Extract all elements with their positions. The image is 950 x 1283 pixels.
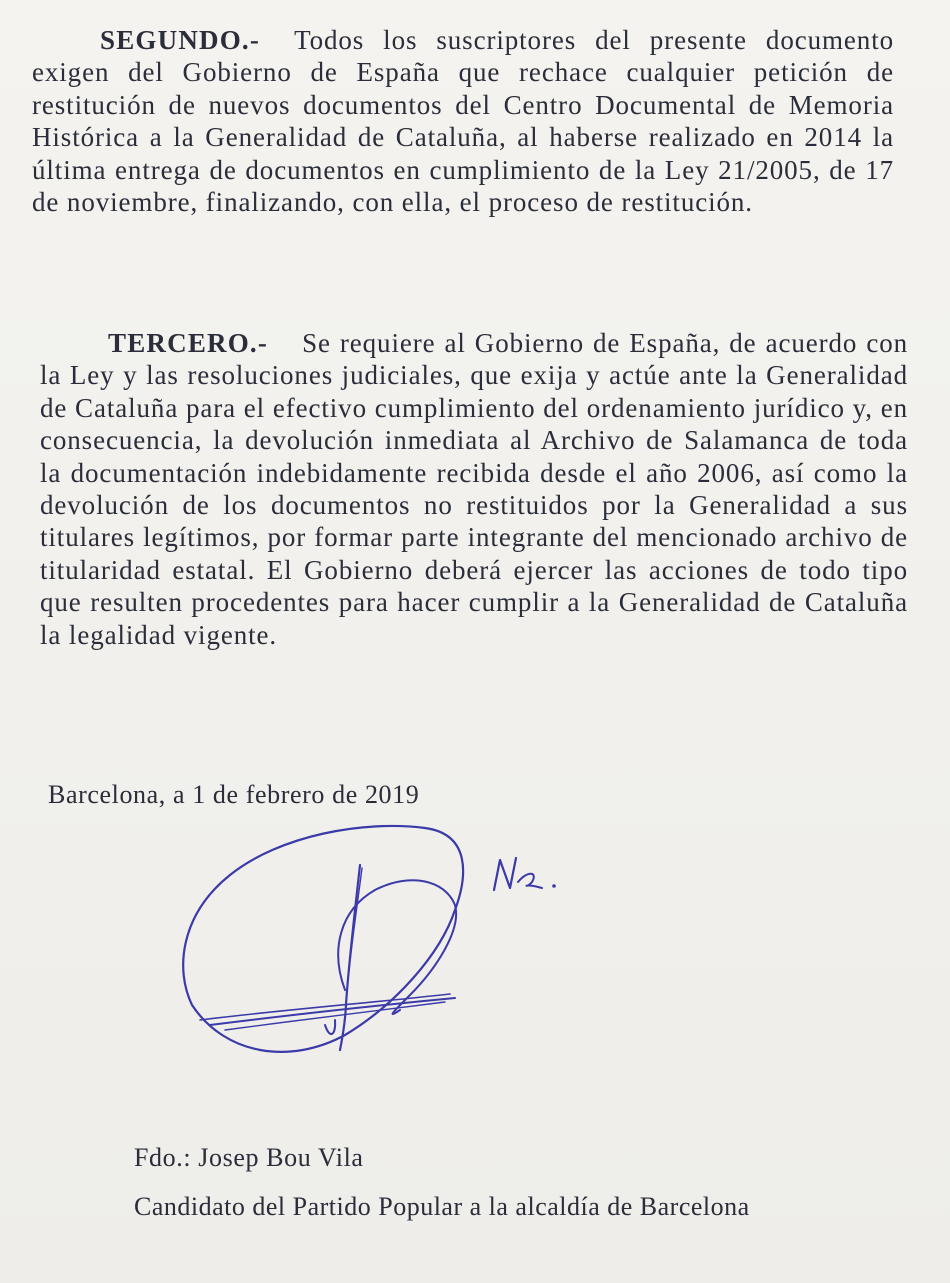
paragraph-tercero bbox=[40, 327, 908, 651]
handwritten-signature bbox=[170, 820, 590, 1070]
heading-tercero: TERCERO.- bbox=[108, 328, 269, 358]
heading-segundo: SEGUNDO.- bbox=[100, 25, 261, 55]
dateline: Barcelona, a 1 de febrero de 2019 bbox=[48, 780, 420, 809]
paragraph-segundo-text: Todos los suscriptores del presente documento exigen del Gobierno de España que rechace cualquier petición de restitución de nuevos documentos del Centro Documental de Memoria Histórica a la Generalidad de Cataluña, al haberse realizado en 2014 la última entrega de documentos en cumplimiento de la Ley 21/2005, de 17 de noviembre, finalizando, con ella, el proceso de restitución. bbox=[32, 25, 894, 218]
paragraph-tercero-text: Se requiere al Gobierno de España, de acuerdo con la Ley y las resoluciones judiciales, que exija y actúe ante la Generalidad de Cataluña para el efectivo cumplimiento del ordenamiento jurídico y, en consecuencia, la devolución inmediata al Archivo de Salamanca de toda la documentación indebidamente recibida desde el año 2006, así como la devolución de los documentos no restituidos por la Generalidad a sus titulares legítimos, por formar parte integrante del mencionado archivo de titularidad estatal. El Gobierno deberá ejercer las acciones de todo tipo que resulten procedentes para hacer cumplir a la Generalidad de Cataluña la legalidad vigente. bbox=[40, 328, 908, 650]
signer-position: Candidato del Partido Popular a la alcaldía de Barcelona bbox=[134, 1192, 750, 1221]
paragraph-segundo bbox=[32, 24, 894, 218]
signature-ink bbox=[183, 826, 556, 1052]
signer-name: Fdo.: Josep Bou Vila bbox=[134, 1143, 364, 1172]
